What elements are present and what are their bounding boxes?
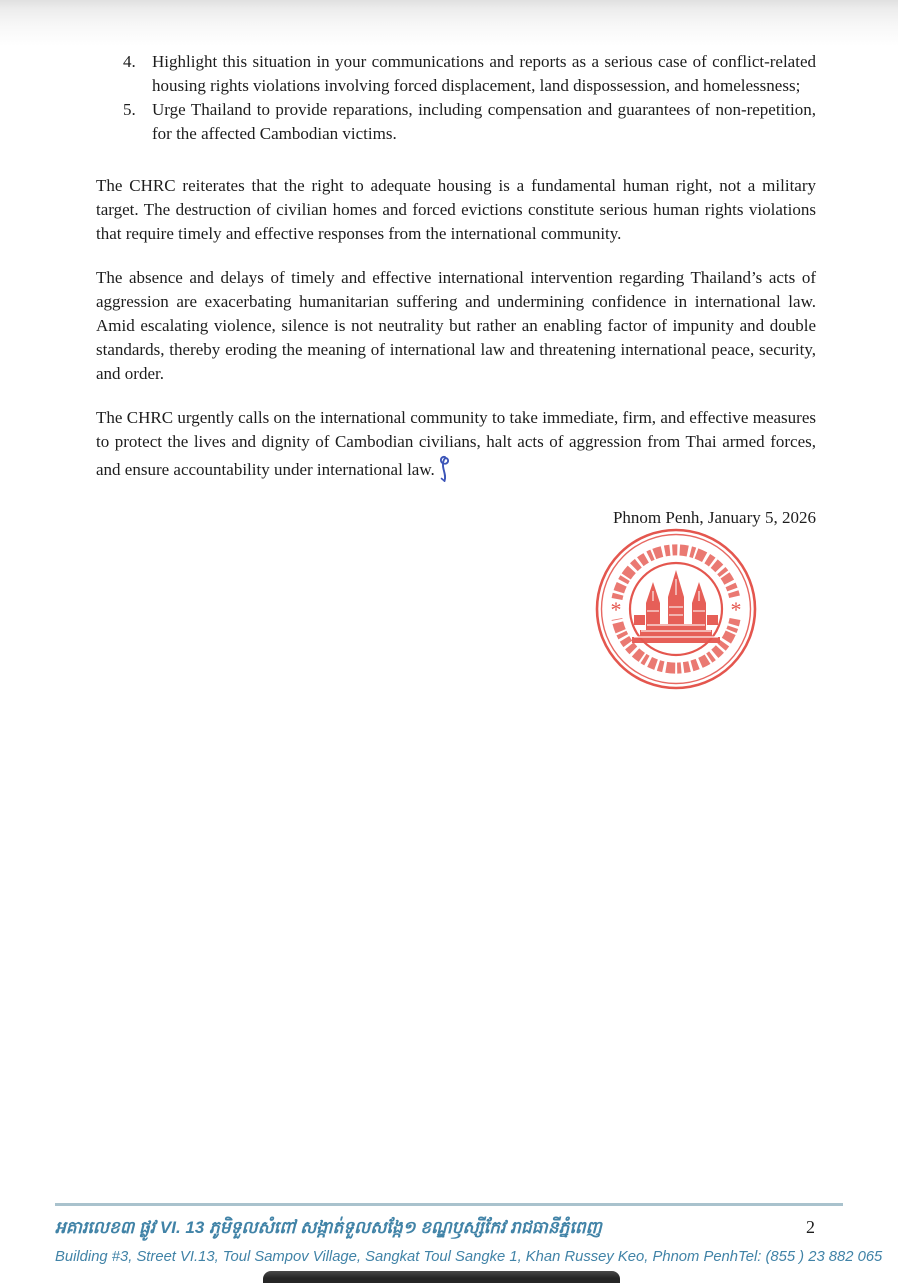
list-item-text: Highlight this situation in your communications and reports as a serious case of conflict-related housing rights violations involving forced displacement, land dispossession, and homelessness; <box>152 52 816 95</box>
paragraph <box>96 174 816 246</box>
red-circular-seal <box>594 527 758 691</box>
page-number: 2 <box>806 1217 815 1237</box>
list-item <box>96 50 816 98</box>
asterisk-glyph: * <box>730 597 742 622</box>
footer-address-english: Building #3, Street VI.13, Toul Sampov Village, Sangkat Toul Sangke 1, Khan Russey Keo, Phnom Penh <box>55 1249 739 1265</box>
footer-telephone: Tel: (855 ) 23 882 065 <box>738 1249 883 1265</box>
list-item-number: 5. <box>123 100 136 119</box>
scan-top-shadow <box>0 0 898 46</box>
paragraph-text: The CHRC reiterates that the right to adequate housing is a fundamental human right, not a military target. The destruction of civilian homes and forced evictions constitute serious human rights violations that require timely and effective responses from the international community. <box>96 176 816 243</box>
list-item-number: 4. <box>123 52 136 71</box>
list-item <box>96 98 816 146</box>
letter-body <box>96 50 816 530</box>
numbered-list <box>96 50 816 146</box>
footer-address-khmer: អគារលេខ៣ ផ្លូវ VI. 13 ភូមិទួលសំពៅ សង្កាត់ទួលសង្កែ១ ខណ្ឌឫស្សីកែវ រាជធានីភ្នំពេញ <box>55 1218 602 1237</box>
paragraph-text: The CHRC urgently calls on the international community to take immediate, firm, and effective measures to protect the lives and dignity of Cambodian civilians, halt acts of aggression from Thai armed forces, and ensure accountability under international law. <box>96 408 816 479</box>
asterisk-glyph: * <box>610 597 622 622</box>
dateline: Phnom Penh, January 5, 2026 <box>612 508 816 527</box>
paragraph <box>96 406 816 484</box>
paragraph-text: The absence and delays of timely and effective international intervention regarding Thailand’s acts of aggression are exacerbating humanitarian suffering and undermining confidence in international law. Amid escalating violence, silence is not neutrality but rather an enabling factor of impunity and double standards, thereby eroding the meaning of international law and threatening international peace, security, and order. <box>96 268 816 383</box>
paragraph <box>96 266 816 386</box>
blue-ink-squiggle-icon <box>437 454 453 484</box>
list-item-text: Urge Thailand to provide reparations, including compensation and guarantees of non-repetition, for the affected Cambodian victims. <box>152 100 816 143</box>
letterhead-footer <box>55 1203 883 1265</box>
scan-bottom-edge <box>263 1271 620 1283</box>
footer-divider <box>55 1203 843 1206</box>
